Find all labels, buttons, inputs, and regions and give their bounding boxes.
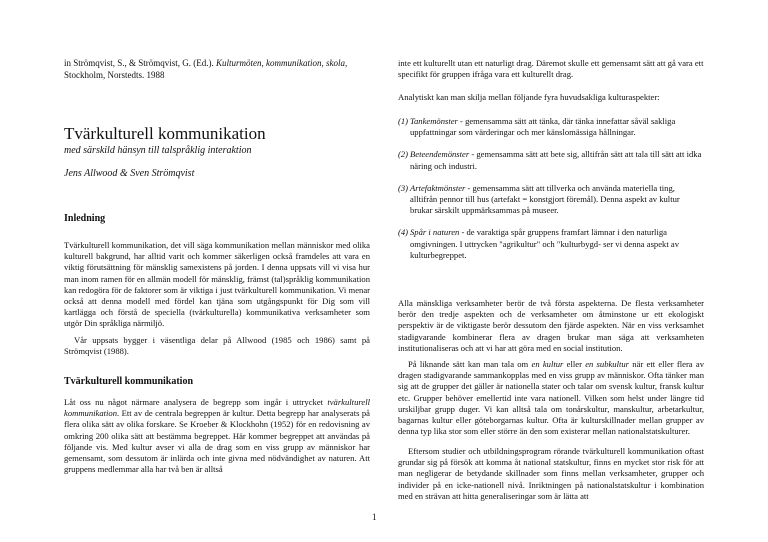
right-paragraph-4 [398, 359, 704, 437]
list-item [398, 227, 704, 261]
list-item-number: (3) [398, 182, 409, 193]
list-item-text: - gemensamma sätt att bete sig, alltifrån sätt att tala till sätt att idka näring och industri. [410, 149, 702, 171]
right-para-3-block [398, 298, 704, 354]
p4-italic-2: en subkultur [585, 359, 630, 369]
p4-b: eller [563, 359, 586, 369]
title-block [64, 124, 370, 157]
tk-para-italic: tvärkulturell kommunikation [64, 397, 370, 419]
citation [64, 58, 370, 81]
tk-para-end: . Ett av de centrala begreppen är kultur. Detta begrepp har analyserats på flera olika sätt av olika forskare. Se Kroeber & Klockhohn (1952) för en redovisning av omkring 200 olika sätt att bestämma begreppet. Här kommer begreppet att användas på följande vis. Med kultur avser vi alla de drag som en viss grupp av människor har gemensamt, som dessutom är inlärda och inte givna med nödvändighet av naturen. Att gruppens medlemmar alla har två ben är alltså [64, 408, 370, 475]
section-heading-tvarkulturell: Tvärkulturell kommunikation [64, 376, 194, 387]
list-item-term: Tankemönster [410, 116, 458, 126]
section-inledning-body [64, 240, 370, 330]
list-item-term: Artefaktmönster [410, 182, 466, 193]
right-para-5-block [398, 446, 704, 502]
p4-italic-1: en kultur [531, 359, 564, 369]
citation-italic-title: Kulturmöten, kommunikation, skola, [216, 58, 348, 68]
section-heading-inledning: Inledning [64, 213, 106, 224]
citation-suffix: Stockholm, Norstedts. 1988 [64, 69, 165, 80]
section-inledning [64, 212, 370, 225]
authors: Jens Allwood & Sven Strömqvist [64, 168, 195, 179]
culture-aspects-list [398, 116, 704, 261]
right-para-1-block [398, 58, 704, 80]
section-tvarkulturell [64, 375, 370, 388]
p4-a: På liknande sätt kan man tala om [408, 359, 532, 369]
inledning-paragraph-1: Tvärkulturell kommunikation, det vill säga kommunikation mellan människor med olika kulturell bakgrund, har alltid varit och kommer säkerligen också framdeles att vara en viktig förutsättning för mänsklig samexistens på jorden. I denna uppsats vill vi visa hur man inom ramen för en allmän modell för mänsklig, främst (tal)språklig kommunikation kan redogöra för de faktorer som är viktiga i just tvärkulturell kommunikation. Vi menar också att denna modell med fördel kan tjäna som utgångspunkt för Dig som vill kartlägga och förstå de speciella (tvärkulturella) kommunikativa verksamheter som utgör Din språkliga närmiljö. [64, 240, 370, 329]
list-item [398, 116, 704, 138]
list-item [398, 149, 704, 171]
tvarkulturell-paragraph [64, 397, 370, 475]
tk-para-start: Låt oss nu något närmare analysera de begrepp som ingår i uttrycket [64, 397, 328, 407]
page-number: 1 [372, 512, 377, 522]
list-item-number: (4) [398, 227, 409, 238]
paper-title: Tvärkulturell kommunikation [64, 124, 266, 143]
right-paragraph-3: Alla mänskliga verksamheter berör de två första aspekterna. De flesta verksamheter berör den tredje aspekten och de verksamheter om åtminstone ur ett ekologiskt perspektiv är de viktigaste berör dessutom den fjärde aspekten. När en viss verksamhet stadigvarande kombinerar flera av dragen brukar man säga att verksamheten institutionaliseras och att vi har att göra med en social institution. [398, 298, 704, 353]
paper-subtitle: med särskild hänsyn till talspråklig interaktion [64, 145, 252, 156]
p4-c: när ett eller flera av dragen stadigvarande sammankopplas med en viss grupp av människor. Ofta tänker man sig att de grupper det gäller är nationella stater och talar om svensk kultur, fransk kultur etc. Grupper behöver emellertid inte vara nationell. Vilken som helst under längre tid urskiljbar grupp duger. Vi kan alltså tala om tonårskultur, manskultur, arbetarkultur, bagarnas kultur eller göteborgarnas kultur. Ofta är kulturskillnader mellan grupper av denna typ lika stor som eller större än den som existerar mellan nationalstatskulturer. [398, 359, 704, 437]
list-item-text: - gemensamma sätt att tänka, där tänka innefattar såväl sakliga uppfattningar som värderingar och mer känslomässiga hållningar. [410, 116, 676, 138]
list-item-text: - de varaktiga spår gruppens framfart lämnar i den naturliga omgivningen. I uttrycken "agrikultur" och "kulturbygd- ser vi denna aspekt av kulturbegreppet. [410, 227, 679, 260]
inledning-paragraph-2: Vår uppsats bygger i väsentliga delar på Allwood (1985 och 1986) samt på Strömqvist (1988). [64, 335, 370, 357]
list-item-term: Beteendemönster [410, 149, 470, 160]
right-paragraph-1: inte ett kulturellt utan ett naturligt drag. Däremot skulle ett gemensamt sätt att gå vara ett specifikt för gruppen ifråga vara ett kulturellt drag. [398, 58, 704, 80]
right-para-4-block [398, 359, 704, 437]
right-paragraph-2: Analytiskt kan man skilja mellan följande fyra huvudsakliga kulturaspekter: [398, 92, 660, 102]
citation-prefix: in Strömqvist, S., & Strömqvist, G. (Ed.). [64, 58, 217, 68]
section-tvarkulturell-body [64, 397, 370, 475]
right-paragraph-5: Eftersom studier och utbildningsprogram rörande tvärkulturell kommunikation oftast grundar sig på försök att komma åt national statskultur, finns en mycket stor risk för att man negligerar de betydande skillnader som finns mellan verksamheter, grupper och individer på en icke-nationell nivå. Inriktningen på nationalstatskultur i kombination med en strävan att hitta generaliseringar som är lätta att [398, 446, 704, 501]
list-item-text: - gemensamma sätt att tillverka och använda materiella ting, alltifrån pennor till hus (artefakt = konstgjort föremål). Denna aspekt av kultur brukar särskilt uppmärksammas på museer. [410, 182, 680, 216]
list-item-number: (1) [398, 116, 409, 126]
section-inledning-body-2 [64, 335, 370, 357]
authors-block [64, 167, 370, 180]
list-item-term: Spår i naturen [410, 227, 460, 238]
list-item [398, 183, 704, 217]
right-para-2-block [398, 92, 704, 103]
list-item-number: (2) [398, 149, 409, 160]
